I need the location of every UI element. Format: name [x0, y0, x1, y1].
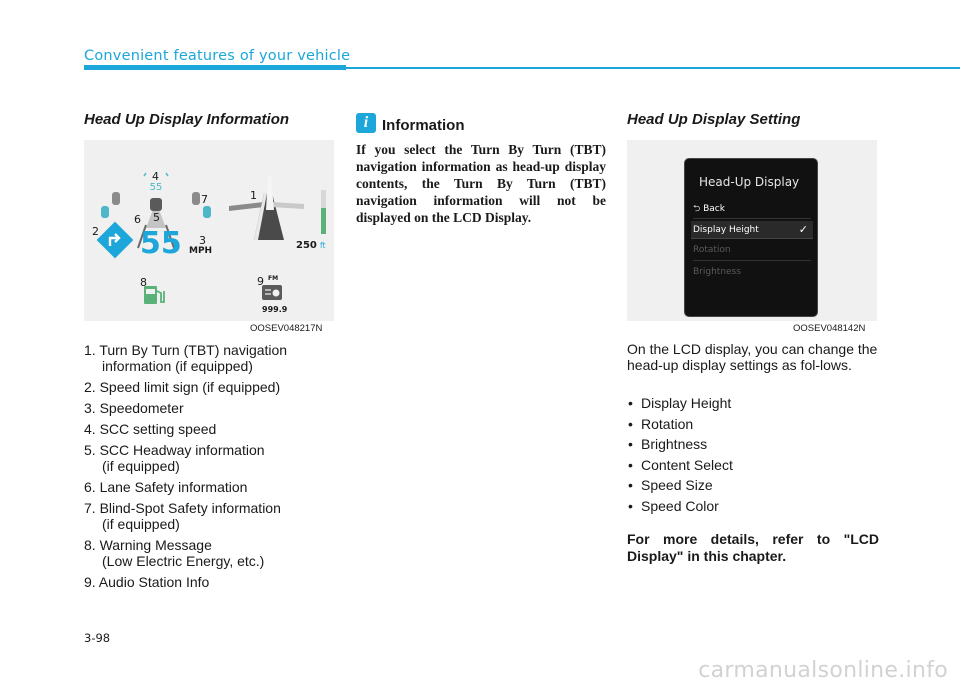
callout-8: 8	[140, 276, 147, 289]
lcd-menu-rotation: Rotation	[693, 243, 811, 261]
info-body: If you select the Turn By Turn (TBT) navigation information as head-up display contents, the Turn By Turn (TBT) navigation information will not be displayed on the LCD Display.	[356, 142, 606, 225]
list-item: 8. Warning Message (Low Electric Energy, etc.)	[84, 537, 265, 569]
info-title: Information	[382, 117, 465, 134]
lcd-menu-brightness: Brightness	[693, 267, 741, 277]
list-item: • Speed Size	[627, 476, 879, 497]
back-arrow-icon: ⮌	[693, 204, 701, 214]
low-energy-warning-icon	[144, 286, 164, 304]
settings-intro: On the LCD display, you can change the head-up display settings as fol-lows.	[627, 341, 878, 373]
hud-setting-title: Head Up Display Setting	[627, 111, 801, 128]
list-item: • Rotation	[627, 415, 879, 436]
callout-3: 3	[199, 234, 206, 247]
header-rule	[84, 67, 960, 69]
list-item: • Display Height	[627, 394, 879, 415]
audio-frequency: 999.9	[262, 305, 288, 314]
callout-4: 4	[152, 170, 159, 183]
checkmark-icon: ✓	[798, 223, 808, 236]
list-item: 9. Audio Station Info	[84, 574, 210, 590]
info-icon: i	[356, 113, 376, 133]
more-details-note: For more details, refer to "LCD Display" in this chapter.	[627, 531, 879, 564]
back-label: Back	[703, 204, 725, 214]
page-number: 3-98	[84, 631, 111, 645]
list-item: 5. SCC Headway information (if equipped)	[84, 442, 265, 474]
hud-setting-figure	[627, 140, 877, 321]
radio-icon	[262, 285, 282, 300]
list-item: 2. Speed limit sign (if equipped)	[84, 379, 281, 395]
hud-figure-code: OOSEV048217N	[250, 323, 323, 334]
list-item: • Content Select	[627, 456, 879, 477]
front-car-icon	[150, 198, 162, 211]
hud-info-list	[84, 342, 336, 595]
lcd-back-item	[693, 202, 811, 219]
list-item: 1. Turn By Turn (TBT) navigation information (if equipped)	[84, 342, 288, 374]
list-item: 7. Blind-Spot Safety information (if equipped)	[84, 500, 281, 532]
callout-5: 5	[153, 211, 160, 224]
list-item: 3. Speedometer	[84, 400, 184, 416]
tbt-turn-sign-icon	[97, 222, 134, 259]
scc-set-speed: 55	[149, 182, 163, 193]
speed-unit: MPH	[189, 246, 213, 256]
watermark: carmanualsonline.info	[698, 658, 948, 683]
lcd-figure-code: OOSEV048142N	[793, 323, 866, 334]
distance-unit: ft	[320, 241, 326, 250]
lcd-screen-title: Head-Up Display	[699, 175, 800, 189]
section-header-title: Convenient features of your vehicle	[84, 48, 351, 64]
audio-band: FM	[268, 275, 279, 282]
lcd-screen	[684, 158, 818, 317]
callout-9: 9	[257, 275, 264, 288]
distance-value: 250	[296, 240, 317, 251]
blind-spot-left-icon	[101, 192, 120, 218]
settings-list	[627, 394, 879, 517]
distance-gauge-fill	[321, 208, 326, 234]
hud-illustration	[84, 140, 334, 321]
callout-2: 2	[92, 225, 99, 238]
callout-1: 1	[250, 189, 257, 202]
list-item: 4. SCC setting speed	[84, 421, 217, 437]
lcd-menu-display-height: Display Height ✓	[691, 221, 813, 239]
list-item: • Brightness	[627, 435, 879, 456]
hud-info-title: Head Up Display Information	[84, 111, 290, 128]
hud-info-figure	[84, 140, 334, 321]
tbt-road-icon	[229, 176, 304, 240]
list-item: 6. Lane Safety information	[84, 479, 248, 495]
callout-7: 7	[201, 193, 208, 206]
speedometer-value: 55	[140, 226, 182, 261]
list-item: • Speed Color	[627, 497, 879, 518]
callout-6: 6	[134, 213, 141, 226]
